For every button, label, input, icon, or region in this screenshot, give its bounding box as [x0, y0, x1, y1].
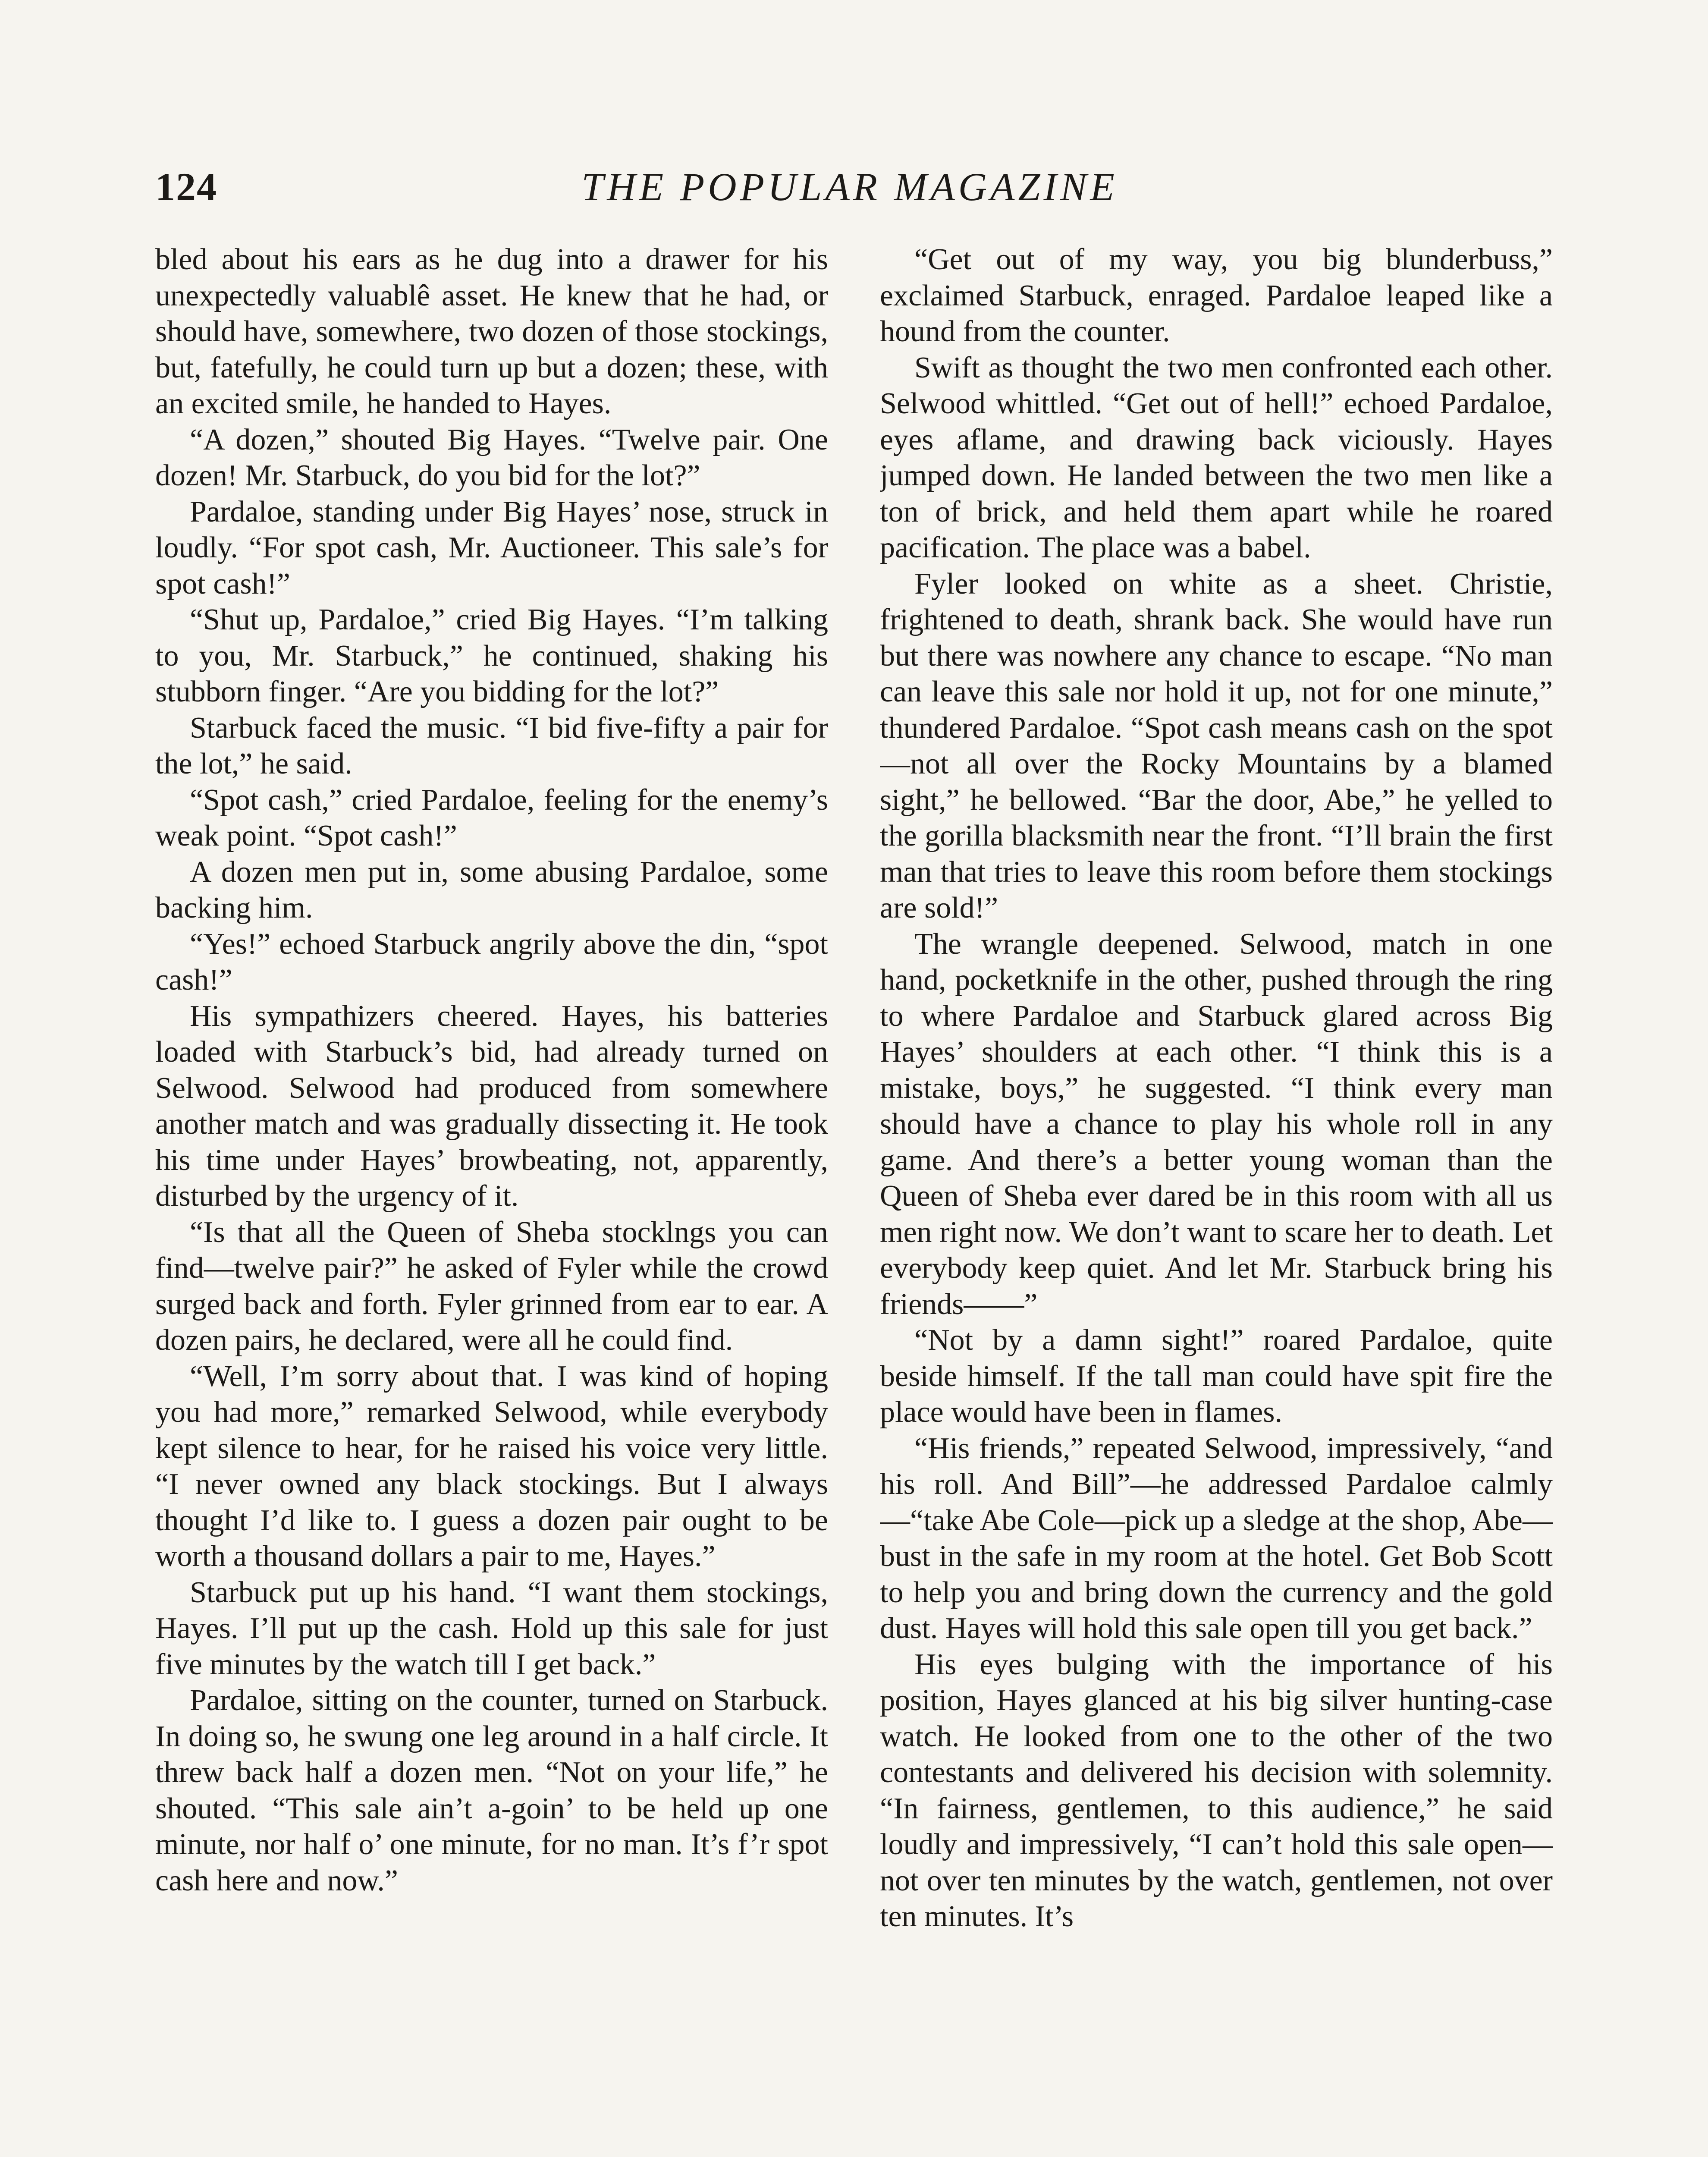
paragraph: The wrangle deepened. Selwood, match in one hand, pocketknife in the other, pushed through the ring to where Pardaloe and Starbuck glared across Big Hayes’ shoulders at each other. “I think this is a mistake, boys,” he suggested. “I think every man should have a chance to play his whole roll in any game. And there’s a better young woman than the Queen of Sheba ever dared be in this room with all us men right now. We don’t want to scare her to death. Let everybody keep quiet. And let Mr. Starbuck bring his friends——”: [880, 927, 1553, 1321]
paragraph: His sympathizers cheered. Hayes, his batteries loaded with Starbuck’s bid, had already turned on Selwood. Selwood had produced from somewhere another match and was gradually dissecting it. He took his time under Hayes’ browbeating, not, apparently, disturbed by the urgency of it.: [155, 999, 828, 1213]
paragraph: Pardaloe, standing under Big Hayes’ nose, struck in loudly. “For spot cash, Mr. Auctioneer. This sale’s for spot cash!”: [155, 495, 828, 601]
paragraph: “Yes!” echoed Starbuck angrily above the din, “spot cash!”: [155, 927, 828, 997]
right-column: [880, 242, 1553, 2157]
paragraph: “Shut up, Pardaloe,” cried Big Hayes. “I’m talking to you, Mr. Starbuck,” he continued, shaking his stubborn finger. “Are you bidding for the lot?”: [155, 603, 828, 708]
paragraph: Swift as thought the two men confronted each other. Selwood whittled. “Get out of hell!” echoed Pardaloe, eyes aflame, and drawing back viciously. Hayes jumped down. He landed between the two men like a ton of brick, and held them apart while he roared pacification. The place was a babel.: [880, 351, 1553, 564]
paragraph: “Spot cash,” cried Pardaloe, feeling for the enemy’s weak point. “Spot cash!”: [155, 783, 828, 852]
paragraph: bled about his ears as he dug into a drawer for his unexpectedly valuablê asset. He knew that he had, or should have, somewhere, two dozen of those stockings, but, fatefully, he could turn up but a dozen; these, with an excited smile, he handed to Hayes.: [155, 243, 828, 420]
running-title: THE POPULAR MAGAZINE: [581, 165, 1118, 209]
paragraph: “Well, I’m sorry about that. I was kind of hoping you had more,” remarked Selwood, while everybody kept silence to hear, for he raised his voice very little. “I never owned any black stockings. But I always thought I’d like to. I guess a dozen pair ought to be worth a thousand dollars a pair to me, Hayes.”: [155, 1359, 828, 1573]
paragraph: “A dozen,” shouted Big Hayes. “Twelve pair. One dozen! Mr. Starbuck, do you bid for the lot?”: [155, 423, 828, 492]
left-column: [155, 242, 828, 2157]
paragraph: “Not by a damn sight!” roared Pardaloe, quite beside himself. If the tall man could have spit fire the place would have been in flames.: [880, 1324, 1553, 1429]
page-header: [155, 164, 1544, 220]
paragraph: His eyes bulging with the importance of his position, Hayes glanced at his big silver hunting-case watch. He looked from one to the other of the two contestants and delivered his decision with solemnity. “In fairness, gentlemen, to this audience,” he said loudly and impressively, “I can’t hold this sale open—not over ten minutes by the watch, gentlemen, not over ten minutes. It’s: [880, 1648, 1553, 1933]
paragraph: “His friends,” repeated Selwood, impressively, “and his roll. And Bill”—he addressed Pardaloe calmly—“take Abe Cole—pick up a sledge at the shop, Abe—bust in the safe in my room at the hotel. Get Bob Scott to help you and bring down the currency and the gold dust. Hayes will hold this sale open till you get back.”: [880, 1431, 1553, 1645]
paragraph: Pardaloe, sitting on the counter, turned on Starbuck. In doing so, he swung one leg around in a half circle. It threw back half a dozen men. “Not on your life,” he shouted. “This sale ain’t a-goin’ to be held up one minute, nor half o’ one minute, for no man. It’s f’r spot cash here and now.”: [155, 1684, 828, 1897]
paragraph: “Get out of my way, you big blunderbuss,” exclaimed Starbuck, enraged. Pardaloe leaped like a hound from the counter.: [880, 243, 1553, 348]
page-number: 124: [155, 165, 217, 209]
text-columns: [155, 242, 1553, 2157]
paragraph: Starbuck put up his hand. “I want them stockings, Hayes. I’ll put up the cash. Hold up this sale for just five minutes by the watch till I get back.”: [155, 1575, 828, 1681]
paragraph: “Is that all the Queen of Sheba stocklngs you can find—twelve pair?” he asked of Fyler while the crowd surged back and forth. Fyler grinned from ear to ear. A dozen pairs, he declared, were all he could find.: [155, 1215, 828, 1357]
paragraph: Fyler looked on white as a sheet. Christie, frightened to death, shrank back. She would have run but there was nowhere any chance to escape. “No man can leave this sale nor hold it up, not for one minute,” thundered Pardaloe. “Spot cash means cash on the spot—not all over the Rocky Mountains by a blamed sight,” he bellowed. “Bar the door, Abe,” he yelled to the gorilla blacksmith near the front. “I’ll brain the first man that tries to leave this room before them stockings are sold!”: [880, 567, 1553, 924]
paragraph: Starbuck faced the music. “I bid five-fifty a pair for the lot,” he said.: [155, 711, 828, 780]
paragraph: A dozen men put in, some abusing Pardaloe, some backing him.: [155, 855, 828, 924]
